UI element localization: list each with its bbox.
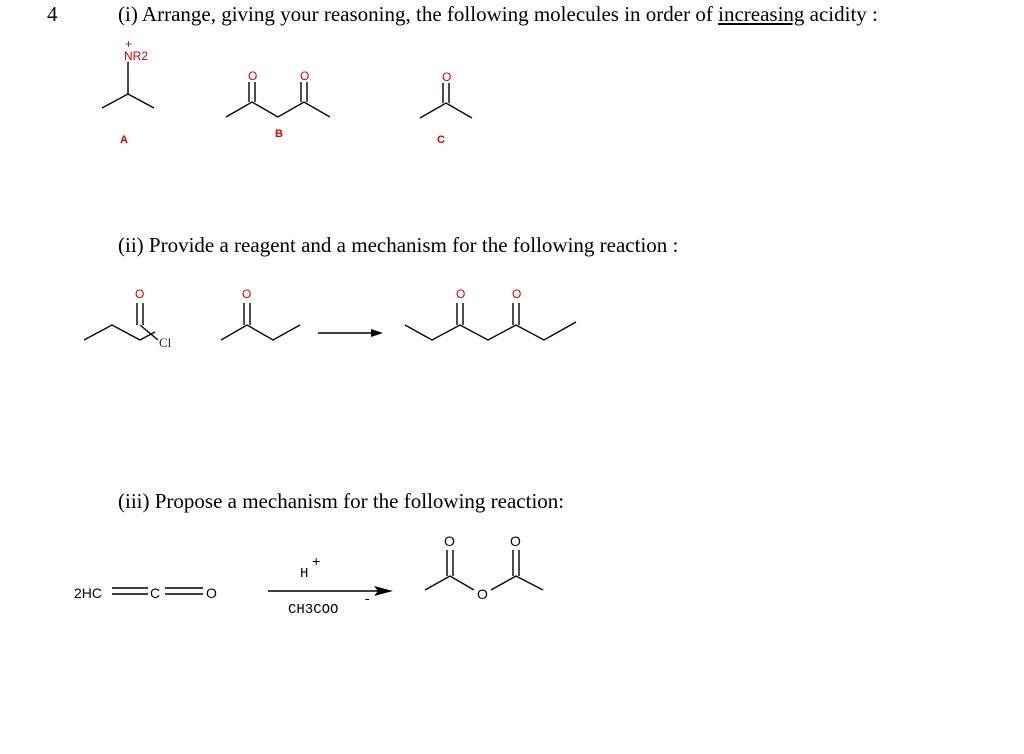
part-iii-prompt: (iii) Propose a mechanism for the following reaction: xyxy=(118,489,565,513)
diketone-product-oxygen-1: O xyxy=(456,287,466,301)
molecule-b-chain xyxy=(226,102,330,117)
acyl-chloride-chlorine: Cl xyxy=(159,335,172,350)
reagent-acetate: CH3COO xyxy=(288,602,339,618)
anhydride-right-chain xyxy=(491,576,543,590)
reagent-acetate-charge: - xyxy=(363,592,372,608)
molecule-b xyxy=(226,69,330,140)
question-number: 4 xyxy=(47,2,58,26)
acyl-chloride xyxy=(84,287,172,350)
diketone-product-chain xyxy=(405,322,576,340)
part-ii-prompt: (ii) Provide a reagent and a mechanism for the following reaction : xyxy=(118,233,679,257)
iminium-charge: + xyxy=(125,37,133,51)
iminium-group: NR2 xyxy=(124,49,149,63)
acetic-anhydride xyxy=(425,533,543,602)
molecule-c xyxy=(420,70,472,146)
label-b: B xyxy=(275,128,283,140)
diketone-product xyxy=(405,287,576,340)
reagent-proton: H xyxy=(300,566,309,582)
reaction-arrow-ii-head xyxy=(371,329,383,337)
ketene-carbon: C xyxy=(150,585,161,601)
part-i-text-after: acidity : xyxy=(804,2,878,26)
ketene xyxy=(74,585,217,601)
butanone-oxygen: O xyxy=(242,287,252,301)
reaction-arrow-ii xyxy=(318,329,383,337)
acyl-chloride-ccl xyxy=(140,325,158,340)
molecule-b-oxygen-1: O xyxy=(248,69,258,83)
reagent-proton-charge: + xyxy=(312,555,321,571)
ketene-reactant: 2HC xyxy=(74,585,103,601)
ketene-oxygen: O xyxy=(206,585,217,601)
molecule-a-bond-left xyxy=(102,94,128,108)
molecule-b-oxygen-2: O xyxy=(300,69,310,83)
anhydride-oxygen-2: O xyxy=(510,533,521,549)
anhydride-bridge-oxygen: O xyxy=(477,586,488,602)
molecule-a xyxy=(102,37,154,146)
label-c: C xyxy=(437,134,445,146)
acyl-chloride-oxygen: O xyxy=(135,287,145,301)
molecule-c-chain xyxy=(420,103,472,118)
diketone-product-oxygen-2: O xyxy=(512,287,522,301)
reaction-arrow-iii xyxy=(268,555,393,618)
butanone-chain xyxy=(221,325,300,340)
anhydride-oxygen-1: O xyxy=(444,533,455,549)
anhydride-left-chain xyxy=(425,576,474,590)
molecule-a-bond-right xyxy=(128,94,154,108)
butanone xyxy=(221,287,300,340)
part-i-text-before: (i) Arrange, giving your reasoning, the following molecules in order of xyxy=(118,2,719,26)
label-a: A xyxy=(120,134,128,146)
acyl-chloride-chain xyxy=(84,325,140,340)
molecule-c-oxygen: O xyxy=(442,70,452,84)
part-i-emphasis: increasing xyxy=(718,2,805,26)
